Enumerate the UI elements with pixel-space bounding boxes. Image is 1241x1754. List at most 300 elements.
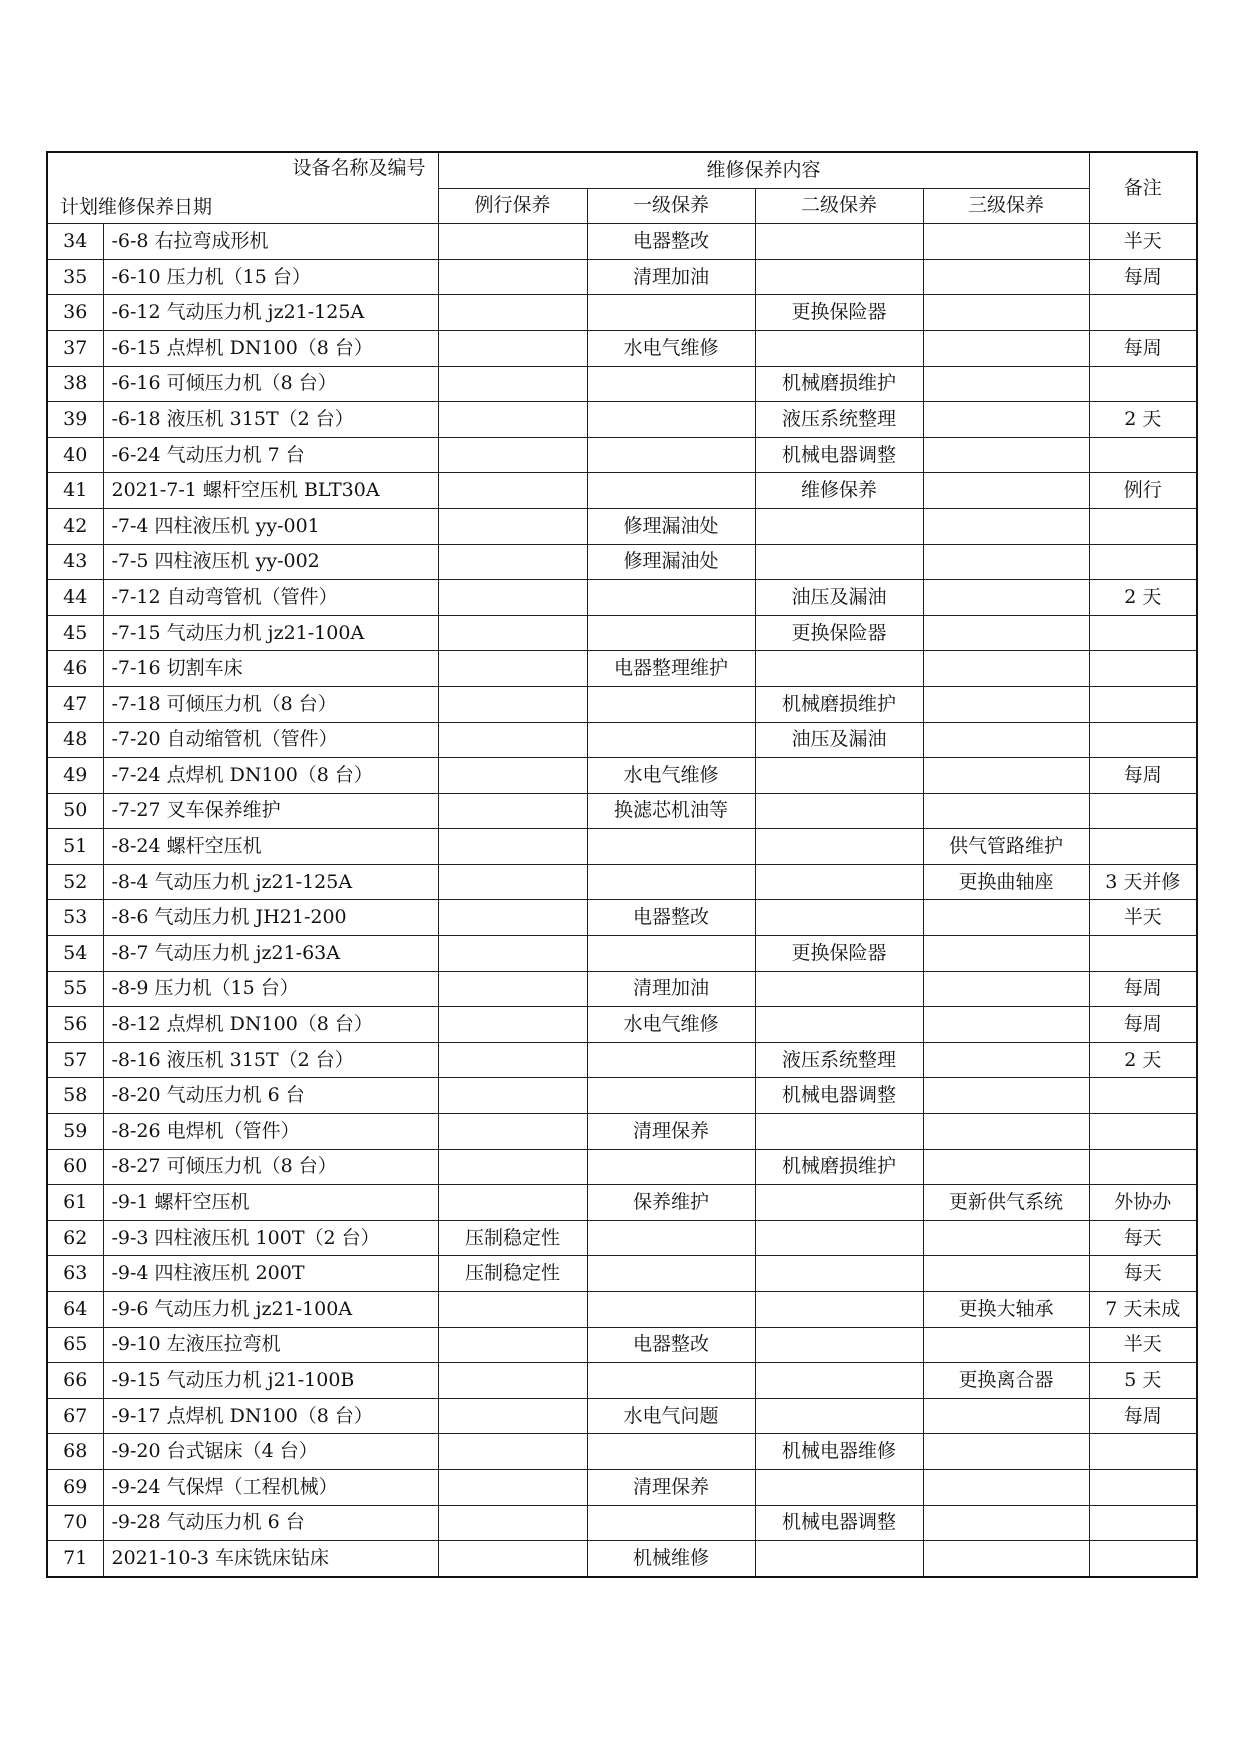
remark-cell (1089, 1434, 1197, 1470)
remark-cell: 2 天 (1089, 580, 1197, 616)
equipment-name-cell: -9-15 气动压力机 j21-100B (103, 1363, 438, 1399)
level-3-maintenance-cell (923, 793, 1089, 829)
table-row (47, 686, 1197, 722)
row-number-cell: 38 (47, 366, 103, 402)
level-3-maintenance-cell (923, 366, 1089, 402)
level-1-maintenance-cell (587, 1434, 755, 1470)
level-3-maintenance-cell (923, 1114, 1089, 1150)
row-number-cell: 52 (47, 864, 103, 900)
row-number-cell: 55 (47, 971, 103, 1007)
routine-maintenance-cell (438, 1505, 587, 1541)
equipment-name-cell: -8-6 气动压力机 JH21-200 (103, 900, 438, 936)
table-row (47, 936, 1197, 972)
routine-maintenance-header: 例行保养 (438, 188, 587, 224)
level-3-maintenance-cell (923, 651, 1089, 687)
routine-maintenance-cell (438, 722, 587, 758)
remark-cell (1089, 686, 1197, 722)
level-3-maintenance-cell (923, 686, 1089, 722)
equipment-name-cell: -9-20 台式锯床（4 台） (103, 1434, 438, 1470)
table-row (47, 900, 1197, 936)
table-row (47, 1327, 1197, 1363)
table-row (47, 1114, 1197, 1150)
level-1-maintenance-cell: 机械维修 (587, 1541, 755, 1577)
equipment-name-cell: -7-5 四柱液压机 yy-002 (103, 544, 438, 580)
level-2-maintenance-header: 二级保养 (755, 188, 923, 224)
row-number-cell: 60 (47, 1149, 103, 1185)
level-1-maintenance-cell: 水电气维修 (587, 330, 755, 366)
table-row (47, 1185, 1197, 1221)
plan-date-header: 计划维修保养日期 (60, 196, 213, 219)
level-3-maintenance-cell (923, 615, 1089, 651)
equipment-name-cell: -6-16 可倾压力机（8 台） (103, 366, 438, 402)
row-number-cell: 69 (47, 1469, 103, 1505)
row-number-cell: 61 (47, 1185, 103, 1221)
table-row (47, 1042, 1197, 1078)
table-row (47, 1398, 1197, 1434)
remark-cell: 2 天 (1089, 402, 1197, 438)
level-2-maintenance-cell (755, 1363, 923, 1399)
table-row (47, 1007, 1197, 1043)
level-1-maintenance-cell (587, 366, 755, 402)
level-3-maintenance-cell (923, 330, 1089, 366)
level-3-maintenance-cell (923, 1398, 1089, 1434)
level-3-maintenance-cell (923, 224, 1089, 260)
routine-maintenance-cell (438, 473, 587, 509)
equipment-name-cell: -8-27 可倾压力机（8 台） (103, 1149, 438, 1185)
level-3-maintenance-cell (923, 1434, 1089, 1470)
table-row (47, 224, 1197, 260)
equipment-name-cell: -9-6 气动压力机 jz21-100A (103, 1292, 438, 1328)
level-3-maintenance-cell (923, 1469, 1089, 1505)
equipment-name-cell: -7-4 四柱液压机 yy-001 (103, 508, 438, 544)
level-3-maintenance-cell (923, 1505, 1089, 1541)
level-2-maintenance-cell (755, 224, 923, 260)
diagonal-header-cell (47, 152, 438, 224)
remark-cell (1089, 651, 1197, 687)
table-row (47, 1541, 1197, 1577)
routine-maintenance-cell (438, 1327, 587, 1363)
row-number-cell: 42 (47, 508, 103, 544)
level-3-maintenance-cell: 更换离合器 (923, 1363, 1089, 1399)
level-1-maintenance-cell: 修理漏油处 (587, 508, 755, 544)
equipment-name-header: 设备名称及编号 (292, 157, 426, 179)
level-3-maintenance-cell (923, 1007, 1089, 1043)
equipment-name-cell: -9-4 四柱液压机 200T (103, 1256, 438, 1292)
level-2-maintenance-cell (755, 1256, 923, 1292)
row-number-cell: 58 (47, 1078, 103, 1114)
level-2-maintenance-cell: 油压及漏油 (755, 580, 923, 616)
level-2-maintenance-cell (755, 259, 923, 295)
level-2-maintenance-cell (755, 1541, 923, 1577)
remark-cell: 每周 (1089, 971, 1197, 1007)
level-1-maintenance-cell (587, 1256, 755, 1292)
row-number-cell: 43 (47, 544, 103, 580)
level-3-maintenance-cell (923, 722, 1089, 758)
level-1-maintenance-cell: 水电气维修 (587, 758, 755, 794)
equipment-name-cell: -9-3 四柱液压机 100T（2 台） (103, 1220, 438, 1256)
remark-cell (1089, 1469, 1197, 1505)
row-number-cell: 50 (47, 793, 103, 829)
routine-maintenance-cell (438, 1469, 587, 1505)
row-number-cell: 44 (47, 580, 103, 616)
level-2-maintenance-cell (755, 1007, 923, 1043)
remark-cell (1089, 295, 1197, 331)
equipment-name-cell: -6-10 压力机（15 台） (103, 259, 438, 295)
level-1-maintenance-cell: 水电气维修 (587, 1007, 755, 1043)
row-number-cell: 51 (47, 829, 103, 865)
equipment-name-cell: -9-28 气动压力机 6 台 (103, 1505, 438, 1541)
row-number-cell: 71 (47, 1541, 103, 1577)
level-2-maintenance-cell: 更换保险器 (755, 615, 923, 651)
level-3-maintenance-cell: 更换曲轴座 (923, 864, 1089, 900)
level-1-maintenance-cell (587, 615, 755, 651)
remark-cell: 每周 (1089, 330, 1197, 366)
table-row (47, 722, 1197, 758)
routine-maintenance-cell (438, 900, 587, 936)
level-3-maintenance-cell: 更新供气系统 (923, 1185, 1089, 1221)
routine-maintenance-cell (438, 1434, 587, 1470)
level-2-maintenance-cell (755, 1114, 923, 1150)
remark-cell: 每周 (1089, 1007, 1197, 1043)
level-1-maintenance-cell: 清理加油 (587, 259, 755, 295)
table-row (47, 829, 1197, 865)
table-row (47, 1363, 1197, 1399)
row-number-cell: 56 (47, 1007, 103, 1043)
level-2-maintenance-cell: 机械磨损维护 (755, 1149, 923, 1185)
level-1-maintenance-cell (587, 295, 755, 331)
routine-maintenance-cell (438, 1114, 587, 1150)
level-2-maintenance-cell (755, 864, 923, 900)
level-2-maintenance-cell (755, 651, 923, 687)
equipment-name-cell: -6-8 右拉弯成形机 (103, 224, 438, 260)
row-number-cell: 63 (47, 1256, 103, 1292)
remark-cell: 外协办 (1089, 1185, 1197, 1221)
routine-maintenance-cell (438, 366, 587, 402)
table-row (47, 971, 1197, 1007)
level-1-maintenance-cell: 电器整改 (587, 1327, 755, 1363)
equipment-name-cell: 2021-10-3 车床铣床钻床 (103, 1541, 438, 1577)
level-2-maintenance-cell (755, 1398, 923, 1434)
level-2-maintenance-cell: 更换保险器 (755, 936, 923, 972)
routine-maintenance-cell (438, 686, 587, 722)
table-row (47, 793, 1197, 829)
table-row (47, 1505, 1197, 1541)
level-1-maintenance-cell: 水电气问题 (587, 1398, 755, 1434)
level-2-maintenance-cell (755, 544, 923, 580)
equipment-name-cell: -7-24 点焊机 DN100（8 台） (103, 758, 438, 794)
equipment-name-cell: -7-12 自动弯管机（管件） (103, 580, 438, 616)
table-row (47, 1078, 1197, 1114)
routine-maintenance-cell (438, 1042, 587, 1078)
level-2-maintenance-cell: 机械电器调整 (755, 437, 923, 473)
level-1-maintenance-cell (587, 580, 755, 616)
level-2-maintenance-cell: 液压系统整理 (755, 402, 923, 438)
equipment-name-cell: -6-24 气动压力机 7 台 (103, 437, 438, 473)
row-number-cell: 57 (47, 1042, 103, 1078)
table-row (47, 864, 1197, 900)
equipment-name-cell: -6-12 气动压力机 jz21-125A (103, 295, 438, 331)
equipment-name-cell: -8-4 气动压力机 jz21-125A (103, 864, 438, 900)
level-2-maintenance-cell: 液压系统整理 (755, 1042, 923, 1078)
level-1-maintenance-cell: 电器整改 (587, 224, 755, 260)
level-3-maintenance-cell (923, 473, 1089, 509)
level-1-maintenance-cell (587, 1505, 755, 1541)
table-row (47, 1149, 1197, 1185)
routine-maintenance-cell (438, 437, 587, 473)
row-number-cell: 64 (47, 1292, 103, 1328)
level-2-maintenance-cell: 机械磨损维护 (755, 366, 923, 402)
row-number-cell: 34 (47, 224, 103, 260)
routine-maintenance-cell: 压制稳定性 (438, 1220, 587, 1256)
remark-cell: 每周 (1089, 758, 1197, 794)
routine-maintenance-cell (438, 1185, 587, 1221)
equipment-name-cell: -9-10 左液压拉弯机 (103, 1327, 438, 1363)
table-row (47, 1256, 1197, 1292)
routine-maintenance-cell (438, 580, 587, 616)
level-1-maintenance-cell: 换滤芯机油等 (587, 793, 755, 829)
table-row (47, 758, 1197, 794)
row-number-cell: 37 (47, 330, 103, 366)
level-2-maintenance-cell (755, 829, 923, 865)
level-2-maintenance-cell (755, 793, 923, 829)
level-3-maintenance-cell: 更换大轴承 (923, 1292, 1089, 1328)
level-3-maintenance-cell (923, 758, 1089, 794)
routine-maintenance-cell (438, 330, 587, 366)
remark-cell: 每周 (1089, 1398, 1197, 1434)
row-number-cell: 46 (47, 651, 103, 687)
routine-maintenance-cell: 压制稳定性 (438, 1256, 587, 1292)
level-3-maintenance-header: 三级保养 (923, 188, 1089, 224)
routine-maintenance-cell (438, 224, 587, 260)
row-number-cell: 68 (47, 1434, 103, 1470)
remark-cell (1089, 437, 1197, 473)
routine-maintenance-cell (438, 508, 587, 544)
equipment-name-cell: -8-7 气动压力机 jz21-63A (103, 936, 438, 972)
level-2-maintenance-cell (755, 1292, 923, 1328)
remark-cell: 每天 (1089, 1256, 1197, 1292)
equipment-name-cell: -8-9 压力机（15 台） (103, 971, 438, 1007)
level-1-maintenance-cell (587, 936, 755, 972)
table-row (47, 544, 1197, 580)
level-3-maintenance-cell (923, 1327, 1089, 1363)
maintenance-content-header: 维修保养内容 (438, 152, 1089, 188)
table-row (47, 580, 1197, 616)
row-number-cell: 41 (47, 473, 103, 509)
routine-maintenance-cell (438, 971, 587, 1007)
level-3-maintenance-cell (923, 1220, 1089, 1256)
level-2-maintenance-cell (755, 1469, 923, 1505)
row-number-cell: 35 (47, 259, 103, 295)
remark-cell: 例行 (1089, 473, 1197, 509)
level-1-maintenance-cell (587, 722, 755, 758)
table-row (47, 366, 1197, 402)
level-2-maintenance-cell (755, 1220, 923, 1256)
routine-maintenance-cell (438, 864, 587, 900)
table-row (47, 295, 1197, 331)
row-number-cell: 53 (47, 900, 103, 936)
row-number-cell: 39 (47, 402, 103, 438)
equipment-name-cell: -7-15 气动压力机 jz21-100A (103, 615, 438, 651)
row-number-cell: 49 (47, 758, 103, 794)
remark-cell (1089, 829, 1197, 865)
remark-cell: 7 天未成 (1089, 1292, 1197, 1328)
level-2-maintenance-cell (755, 508, 923, 544)
row-number-cell: 67 (47, 1398, 103, 1434)
routine-maintenance-cell (438, 259, 587, 295)
row-number-cell: 65 (47, 1327, 103, 1363)
level-2-maintenance-cell: 机械电器维修 (755, 1434, 923, 1470)
equipment-name-cell: -9-17 点焊机 DN100（8 台） (103, 1398, 438, 1434)
level-3-maintenance-cell (923, 971, 1089, 1007)
level-3-maintenance-cell (923, 900, 1089, 936)
table-row (47, 1220, 1197, 1256)
level-1-maintenance-cell (587, 1220, 755, 1256)
routine-maintenance-cell (438, 1078, 587, 1114)
level-3-maintenance-cell: 供气管路维护 (923, 829, 1089, 865)
equipment-name-cell: -8-12 点焊机 DN100（8 台） (103, 1007, 438, 1043)
level-1-maintenance-cell (587, 1042, 755, 1078)
routine-maintenance-cell (438, 402, 587, 438)
row-number-cell: 62 (47, 1220, 103, 1256)
equipment-name-cell: -7-16 切割车床 (103, 651, 438, 687)
remark-cell (1089, 1114, 1197, 1150)
remark-cell (1089, 722, 1197, 758)
row-number-cell: 48 (47, 722, 103, 758)
level-3-maintenance-cell (923, 1078, 1089, 1114)
table-row (47, 330, 1197, 366)
level-2-maintenance-cell: 机械电器调整 (755, 1505, 923, 1541)
level-2-maintenance-cell (755, 330, 923, 366)
level-3-maintenance-cell (923, 580, 1089, 616)
row-number-cell: 66 (47, 1363, 103, 1399)
header-row-1 (47, 152, 1197, 188)
remark-cell (1089, 936, 1197, 972)
remark-cell (1089, 793, 1197, 829)
remark-cell: 半天 (1089, 900, 1197, 936)
level-1-maintenance-cell (587, 437, 755, 473)
level-1-maintenance-cell (587, 686, 755, 722)
level-1-maintenance-cell: 修理漏油处 (587, 544, 755, 580)
equipment-name-cell: -6-15 点焊机 DN100（8 台） (103, 330, 438, 366)
row-number-cell: 70 (47, 1505, 103, 1541)
table-row (47, 508, 1197, 544)
table-row (47, 1292, 1197, 1328)
equipment-name-cell: 2021-7-1 螺杆空压机 BLT30A (103, 473, 438, 509)
routine-maintenance-cell (438, 758, 587, 794)
level-1-maintenance-cell (587, 1363, 755, 1399)
level-1-maintenance-cell (587, 473, 755, 509)
level-2-maintenance-cell: 机械电器调整 (755, 1078, 923, 1114)
equipment-name-cell: -9-1 螺杆空压机 (103, 1185, 438, 1221)
level-3-maintenance-cell (923, 508, 1089, 544)
remark-cell: 5 天 (1089, 1363, 1197, 1399)
routine-maintenance-cell (438, 295, 587, 331)
level-1-maintenance-cell (587, 1292, 755, 1328)
table-row (47, 615, 1197, 651)
level-2-maintenance-cell: 更换保险器 (755, 295, 923, 331)
level-3-maintenance-cell (923, 1541, 1089, 1577)
level-2-maintenance-cell: 油压及漏油 (755, 722, 923, 758)
remark-cell (1089, 1078, 1197, 1114)
level-3-maintenance-cell (923, 1149, 1089, 1185)
level-1-maintenance-cell (587, 1149, 755, 1185)
level-3-maintenance-cell (923, 544, 1089, 580)
level-2-maintenance-cell: 机械磨损维护 (755, 686, 923, 722)
level-3-maintenance-cell (923, 295, 1089, 331)
equipment-name-cell: -6-18 液压机 315T（2 台） (103, 402, 438, 438)
level-1-maintenance-header: 一级保养 (587, 188, 755, 224)
remark-cell (1089, 508, 1197, 544)
remark-cell (1089, 1505, 1197, 1541)
level-1-maintenance-cell: 清理加油 (587, 971, 755, 1007)
remark-cell (1089, 1149, 1197, 1185)
table-row (47, 1469, 1197, 1505)
remark-cell (1089, 366, 1197, 402)
row-number-cell: 36 (47, 295, 103, 331)
level-1-maintenance-cell: 清理保养 (587, 1469, 755, 1505)
maintenance-schedule-table (46, 151, 1198, 1578)
remark-cell (1089, 1541, 1197, 1577)
remark-cell: 半天 (1089, 224, 1197, 260)
remark-cell: 3 天并修 (1089, 864, 1197, 900)
table-row (47, 402, 1197, 438)
table-row (47, 259, 1197, 295)
level-3-maintenance-cell (923, 936, 1089, 972)
routine-maintenance-cell (438, 1541, 587, 1577)
level-3-maintenance-cell (923, 437, 1089, 473)
equipment-name-cell: -7-18 可倾压力机（8 台） (103, 686, 438, 722)
remark-cell: 2 天 (1089, 1042, 1197, 1078)
level-3-maintenance-cell (923, 259, 1089, 295)
remark-cell (1089, 615, 1197, 651)
routine-maintenance-cell (438, 829, 587, 865)
level-1-maintenance-cell (587, 402, 755, 438)
row-number-cell: 47 (47, 686, 103, 722)
level-3-maintenance-cell (923, 402, 1089, 438)
routine-maintenance-cell (438, 1398, 587, 1434)
equipment-name-cell: -7-20 自动缩管机（管件） (103, 722, 438, 758)
remark-cell: 每周 (1089, 259, 1197, 295)
level-2-maintenance-cell: 维修保养 (755, 473, 923, 509)
remark-cell: 每天 (1089, 1220, 1197, 1256)
level-1-maintenance-cell: 电器整理维护 (587, 651, 755, 687)
routine-maintenance-cell (438, 1149, 587, 1185)
routine-maintenance-cell (438, 615, 587, 651)
routine-maintenance-cell (438, 651, 587, 687)
equipment-name-cell: -8-26 电焊机（管件） (103, 1114, 438, 1150)
level-3-maintenance-cell (923, 1256, 1089, 1292)
table-row (47, 1434, 1197, 1470)
equipment-name-cell: -9-24 气保焊（工程机械） (103, 1469, 438, 1505)
routine-maintenance-cell (438, 793, 587, 829)
level-1-maintenance-cell (587, 1078, 755, 1114)
row-number-cell: 59 (47, 1114, 103, 1150)
level-2-maintenance-cell (755, 900, 923, 936)
level-3-maintenance-cell (923, 1042, 1089, 1078)
level-1-maintenance-cell: 电器整改 (587, 900, 755, 936)
remark-header: 备注 (1089, 152, 1197, 224)
level-1-maintenance-cell (587, 864, 755, 900)
table-row (47, 437, 1197, 473)
routine-maintenance-cell (438, 1363, 587, 1399)
table-row (47, 473, 1197, 509)
level-2-maintenance-cell (755, 971, 923, 1007)
row-number-cell: 45 (47, 615, 103, 651)
level-1-maintenance-cell (587, 829, 755, 865)
routine-maintenance-cell (438, 1292, 587, 1328)
row-number-cell: 40 (47, 437, 103, 473)
level-2-maintenance-cell (755, 1327, 923, 1363)
